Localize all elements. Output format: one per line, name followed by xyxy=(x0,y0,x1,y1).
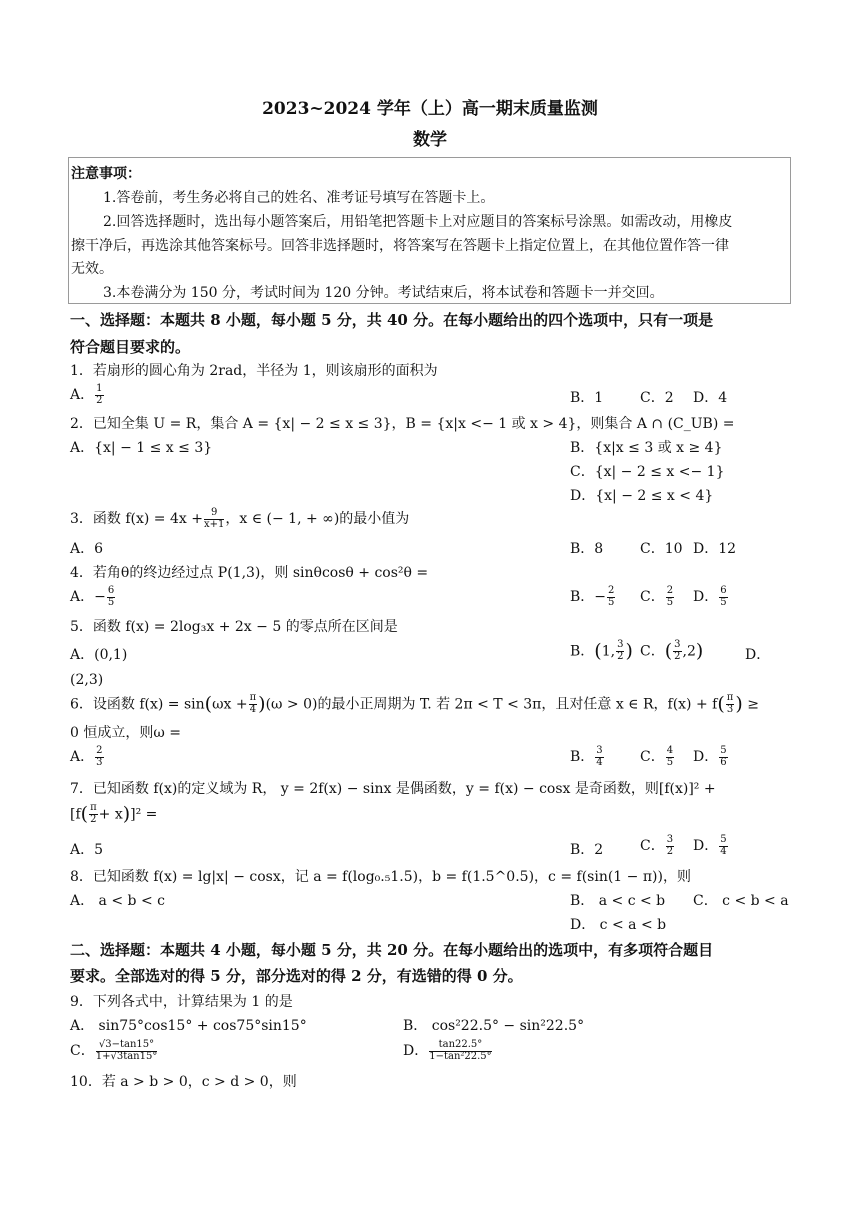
question-4-option-c: C． $\frac{2}{5}$ xyxy=(640,585,674,608)
fraction: $\frac{2}{5}$ xyxy=(608,585,615,608)
question-3-option-d: D．12 xyxy=(693,541,737,557)
question-4-option-d: D． $\frac{6}{5}$ xyxy=(693,585,727,608)
question-6-stem-line-2: 0 恒成立，则ω = xyxy=(70,725,181,741)
fraction: $\frac{6}{5}$ xyxy=(720,585,727,608)
question-7-stem: 7．已知函数 f(x)的定义域为 R， y = 2f(x) − sinx 是偶函数，y = f(x) − cosx 是奇函数，则[f(x)]² + xyxy=(70,781,716,797)
notice-heading: 注意事项： xyxy=(71,166,141,182)
fraction: $\frac{4}{5}$ xyxy=(666,745,674,768)
question-7-option-b: B．2 xyxy=(570,842,604,858)
question-5-option-d-value: (2,3) xyxy=(70,672,104,688)
fraction: $\frac{2}{5}$ xyxy=(666,585,674,608)
question-3-option-a: A．6 xyxy=(70,541,104,557)
question-7-stem-line-2: [f( $\frac{\pi}{2}$ + x)]² = xyxy=(70,802,158,825)
question-10-stem: 10．若 a > b > 0，c > d > 0，则 xyxy=(70,1074,297,1090)
fraction: $\frac{5}{6}$ xyxy=(720,745,727,768)
question-1-option-c: C．2 xyxy=(640,390,674,406)
section-2-heading-line-1: 二、选择题：本题共 4 小题，每小题 5 分，共 20 分。在每小题给出的选项中，有多项符合题目 xyxy=(70,941,714,959)
question-8-option-a: A． a < b < c xyxy=(70,893,165,909)
question-8-option-d: D． c < a < b xyxy=(570,917,667,933)
section-1-heading-line-2: 符合题目要求的。 xyxy=(70,338,191,356)
fraction: $\frac{1}{2}$ xyxy=(96,383,103,406)
question-7-option-a: A．5 xyxy=(70,842,104,858)
question-6-option-c: C． $\frac{4}{5}$ xyxy=(640,745,674,768)
question-7-option-c: C． $\frac{3}{2}$ xyxy=(640,834,674,857)
question-6-option-a: A． $\frac{2}{3}$ xyxy=(70,745,103,768)
fraction: $\frac{6}{5}$ xyxy=(107,585,115,608)
fraction: $\frac{3}{2}$ xyxy=(617,639,624,662)
notice-item-3: 3.本卷满分为 150 分，考试时间为 120 分钟。考试结束后，将本试卷和答题卡一并交回。 xyxy=(103,285,664,301)
exam-subject: 数学 xyxy=(413,130,447,150)
question-6-stem: 6．设函数 f(x) = sin(ωx + $\frac{\pi}{4}$ )(ω > 0)的最小正周期为 T. 若 2π < T < 3π，且对任意 x ∈ R，f(x) + f( $\frac{\pi}{3}$ ) ≥ xyxy=(70,692,759,715)
question-7-option-d: D． $\frac{5}{4}$ xyxy=(693,834,727,857)
question-8-stem: 8．已知函数 f(x) = lg|x| − cosx，记 a = f(log₀.₅1.5)，b = f(1.5^0.5)，c = f(sin(1 − π))，则 xyxy=(70,869,691,885)
fraction: $\frac{\pi}{3}$ xyxy=(726,692,734,715)
question-6-option-b: B． $\frac{3}{4}$ xyxy=(570,745,603,768)
question-3-option-b: B．8 xyxy=(570,541,604,557)
question-2-stem: 2．已知全集 U = R，集合 A = {x| − 2 ≤ x ≤ 3}，B = {x|x <− 1 或 x > 4}，则集合 A ∩ (C_UB) = xyxy=(70,416,735,432)
question-2-option-a: A．{x| − 1 ≤ x ≤ 3} xyxy=(70,440,213,456)
question-2-option-b: B．{x|x ≤ 3 或 x ≥ 4} xyxy=(570,440,723,456)
question-1-stem: 1．若扇形的圆心角为 2rad，半径为 1，则该扇形的面积为 xyxy=(70,363,438,379)
question-5-option-b: B．(1, $\frac{3}{2}$ ) xyxy=(570,639,633,662)
fraction: $\frac{√3-\tan 15^\circ}{1+√3\tan 15^\circ}$ xyxy=(95,1039,158,1062)
notice-item-2-line-3: 无效。 xyxy=(71,261,113,277)
question-1-option-b: B．1 xyxy=(570,390,604,406)
question-9-option-a: A． sin75°cos15° + cos75°sin15° xyxy=(70,1018,307,1034)
question-2-option-d: D．{x| − 2 ≤ x < 4} xyxy=(570,488,714,504)
fraction: $\frac{9}{x+1}$ xyxy=(203,507,225,530)
notice-item-2-line-2: 擦干净后，再选涂其他答案标号。回答非选择题时，将答案写在答题卡上指定位置上，在其他位置作答一律 xyxy=(71,238,729,254)
fraction: $\frac{3}{2}$ xyxy=(666,834,674,857)
question-3-stem: 3．函数 f(x) = 4x + $\frac{9}{x+1}$ ，x ∈ (− 1, + ∞)的最小值为 xyxy=(70,507,410,530)
notice-item-2-line-1: 2.回答选择题时，选出每小题答案后，用铅笔把答题卡上对应题目的答案标号涂黑。如需改动，用橡皮 xyxy=(103,214,733,230)
question-3-option-c: C．10 xyxy=(640,541,683,557)
question-4-option-a: A．− $\frac{6}{5}$ xyxy=(70,585,115,608)
fraction: $\frac{\pi}{4}$ xyxy=(249,692,257,715)
fraction: $\frac{2}{3}$ xyxy=(96,745,103,768)
question-9-option-c: C． $\frac{√3-\tan 15^\circ}{1+√3\tan 15^\circ}$ xyxy=(70,1039,158,1062)
question-8-option-c: C． c < b < a xyxy=(693,893,789,909)
fraction: $\frac{\pi}{2}$ xyxy=(90,802,97,825)
question-9-option-b: B． cos²22.5° − sin²22.5° xyxy=(403,1018,585,1034)
section-1-heading-line-1: 一、选择题：本题共 8 小题，每小题 5 分，共 40 分。在每小题给出的四个选项中，只有一项是 xyxy=(70,311,714,329)
question-1-option-d: D．4 xyxy=(693,390,728,406)
question-4-option-b: B．− $\frac{2}{5}$ xyxy=(570,585,615,608)
question-5-stem: 5．函数 f(x) = 2log₃x + 2x − 5 的零点所在区间是 xyxy=(70,619,398,635)
question-4-stem: 4．若角θ的终边经过点 P(1,3)，则 sinθcosθ + cos²θ = xyxy=(70,565,429,581)
fraction: $\frac{\tan 22.5^\circ}{\text{1−tan²22.5°}}$ xyxy=(429,1039,492,1062)
question-1-option-a: A． $\frac{1}{2}$ xyxy=(70,383,103,406)
question-6-option-d: D． $\frac{5}{6}$ xyxy=(693,745,727,768)
question-5-option-c: C．( $\frac{3}{2}$ ,2) xyxy=(640,639,704,662)
question-2-option-c: C．{x| − 2 ≤ x <− 1} xyxy=(570,464,725,480)
fraction: $\frac{3}{2}$ xyxy=(674,639,681,662)
question-5-option-d-label: D． xyxy=(745,647,771,663)
question-9-option-d: D． $\frac{\tan 22.5^\circ}{\text{1−tan²22.5°}}$ xyxy=(403,1039,492,1062)
question-8-option-b: B． a < c < b xyxy=(570,893,666,909)
fraction: $\frac{3}{4}$ xyxy=(596,745,603,768)
fraction: $\frac{5}{4}$ xyxy=(720,834,727,857)
question-9-stem: 9．下列各式中，计算结果为 1 的是 xyxy=(70,994,293,1010)
question-5-option-a: A．(0,1) xyxy=(70,647,128,663)
exam-title: 2023~2024 学年（上）高一期末质量监测 xyxy=(262,99,598,119)
notice-item-1: 1.答卷前，考生务必将自己的姓名、准考证号填写在答题卡上。 xyxy=(103,190,495,206)
section-2-heading-line-2: 要求。全部选对的得 5 分，部分选对的得 2 分，有选错的得 0 分。 xyxy=(70,967,523,985)
